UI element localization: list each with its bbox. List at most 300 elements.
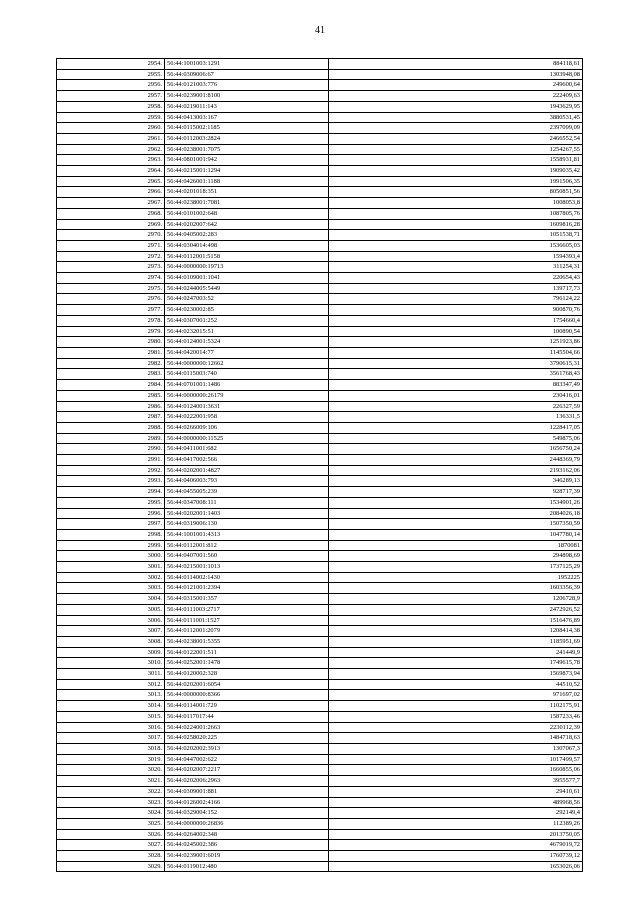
table-row — [57, 315, 583, 326]
cadastral-number-cell: 56:44:0202006:2963 — [165, 776, 329, 787]
table-row — [57, 647, 583, 658]
table-row — [57, 305, 583, 316]
cadastral-number-cell: 56:44:0122001:511 — [165, 647, 329, 658]
cadastral-value-cell: 928717,39 — [329, 487, 583, 498]
table-row — [57, 679, 583, 690]
cadastral-value-cell: 1656750,24 — [329, 444, 583, 455]
table-row — [57, 497, 583, 508]
cadastral-number-cell: 56:44:0215001:1013 — [165, 562, 329, 573]
row-number-cell: 3004. — [57, 594, 165, 605]
cadastral-number-cell: 56:44:0417002:566 — [165, 455, 329, 466]
table-row — [57, 144, 583, 155]
row-number-cell: 2975. — [57, 283, 165, 294]
row-number-cell: 3010. — [57, 658, 165, 669]
row-number-cell: 2995. — [57, 497, 165, 508]
cadastral-value-cell: 3880531,45 — [329, 112, 583, 123]
row-number-cell: 3012. — [57, 679, 165, 690]
table-row — [57, 540, 583, 551]
table-row — [57, 615, 583, 626]
cadastral-number-cell: 56:44:0420014:77 — [165, 347, 329, 358]
cadastral-value-cell: 241449,9 — [329, 647, 583, 658]
cadastral-value-cell: 292149,4 — [329, 808, 583, 819]
cadastral-value-cell: 112389,26 — [329, 818, 583, 829]
cadastral-value-cell: 100890,54 — [329, 326, 583, 337]
cadastral-value-cell: 1102175,91 — [329, 701, 583, 712]
row-number-cell: 2985. — [57, 390, 165, 401]
table-row — [57, 690, 583, 701]
table-row — [57, 722, 583, 733]
cadastral-value-cell: 1991506,35 — [329, 176, 583, 187]
row-number-cell: 3018. — [57, 744, 165, 755]
row-number-cell: 3008. — [57, 636, 165, 647]
cadastral-number-cell: 56:44:0202002:3913 — [165, 744, 329, 755]
row-number-cell: 2958. — [57, 101, 165, 112]
cadastral-value-cell: 2448369,79 — [329, 455, 583, 466]
row-number-cell: 2956. — [57, 80, 165, 91]
table-row — [57, 754, 583, 765]
cadastral-number-cell: 56:44:0119012:480 — [165, 861, 329, 872]
table-row — [57, 594, 583, 605]
table-row — [57, 562, 583, 573]
table-row — [57, 422, 583, 433]
table-row — [57, 529, 583, 540]
cadastral-number-cell: 56:44:0126002:4166 — [165, 797, 329, 808]
table-row — [57, 166, 583, 177]
row-number-cell: 2980. — [57, 337, 165, 348]
cadastral-value-cell: 1737125,29 — [329, 562, 583, 573]
row-number-cell: 2987. — [57, 412, 165, 423]
cadastral-value-cell: 1516476,89 — [329, 615, 583, 626]
cadastral-number-cell: 56:44:1001003:1291 — [165, 59, 329, 70]
cadastral-value-cell: 2084026,18 — [329, 508, 583, 519]
cadastral-value-cell: 1760739,12 — [329, 851, 583, 862]
row-number-cell: 3022. — [57, 786, 165, 797]
table-row — [57, 444, 583, 455]
table-row — [57, 733, 583, 744]
table-row — [57, 776, 583, 787]
table-row — [57, 765, 583, 776]
cadastral-number-cell: 56:44:0000000:26836 — [165, 818, 329, 829]
cadastral-value-cell: 2193162,06 — [329, 465, 583, 476]
cadastral-value-cell: 294898,69 — [329, 551, 583, 562]
table-row — [57, 636, 583, 647]
table-row — [57, 112, 583, 123]
cadastral-value-cell: 29410,61 — [329, 786, 583, 797]
cadastral-number-cell: 56:44:0245002:386 — [165, 840, 329, 851]
row-number-cell: 2996. — [57, 508, 165, 519]
cadastral-value-cell: 1228417,05 — [329, 422, 583, 433]
row-number-cell: 2960. — [57, 123, 165, 134]
cadastral-value-cell: 222409,63 — [329, 91, 583, 102]
row-number-cell: 3009. — [57, 647, 165, 658]
row-number-cell: 2988. — [57, 422, 165, 433]
row-number-cell: 2998. — [57, 529, 165, 540]
row-number-cell: 3011. — [57, 669, 165, 680]
table-row — [57, 123, 583, 134]
row-number-cell: 3007. — [57, 626, 165, 637]
table-row — [57, 465, 583, 476]
cadastral-value-cell: 1609816,28 — [329, 219, 583, 230]
row-number-cell: 2963. — [57, 155, 165, 166]
table-row — [57, 240, 583, 251]
row-number-cell: 2964. — [57, 166, 165, 177]
row-number-cell: 2962. — [57, 144, 165, 155]
cadastral-value-cell: 1507350,59 — [329, 519, 583, 530]
row-number-cell: 2965. — [57, 176, 165, 187]
cadastral-value-cell: 1660855,06 — [329, 765, 583, 776]
cadastral-number-cell: 56:44:0115003:740 — [165, 369, 329, 380]
cadastral-value-cell: 2466552,54 — [329, 133, 583, 144]
cadastral-value-cell: 230416,01 — [329, 390, 583, 401]
cadastral-number-cell: 56:44:0112001:2079 — [165, 626, 329, 637]
row-number-cell: 2971. — [57, 240, 165, 251]
cadastral-number-cell: 56:44:0455005:239 — [165, 487, 329, 498]
cadastral-number-cell: 56:44:0319006:130 — [165, 519, 329, 530]
cadastral-number-cell: 56:44:0112003:2824 — [165, 133, 329, 144]
table-row — [57, 487, 583, 498]
row-number-cell: 3021. — [57, 776, 165, 787]
cadastral-value-cell: 1484718,63 — [329, 733, 583, 744]
table-row — [57, 219, 583, 230]
table-row — [57, 294, 583, 305]
cadastral-value-cell: 1603356,39 — [329, 583, 583, 594]
cadastral-number-cell: 56:44:0202001:4827 — [165, 465, 329, 476]
cadastral-number-cell: 56:44:0121001:2394 — [165, 583, 329, 594]
table-row — [57, 337, 583, 348]
table-row — [57, 711, 583, 722]
cadastral-value-cell: 1754660,4 — [329, 315, 583, 326]
cadastral-number-cell: 56:44:0117017:44 — [165, 711, 329, 722]
cadastral-value-cell: 883347,49 — [329, 380, 583, 391]
cadastral-value-cell: 796124,22 — [329, 294, 583, 305]
cadastral-number-cell: 56:44:0411001:682 — [165, 444, 329, 455]
cadastral-number-cell: 56:44:0801001:942 — [165, 155, 329, 166]
cadastral-value-cell: 489968,56 — [329, 797, 583, 808]
row-number-cell: 2959. — [57, 112, 165, 123]
row-number-cell: 3025. — [57, 818, 165, 829]
table-row — [57, 401, 583, 412]
table-row — [57, 262, 583, 273]
table-row — [57, 59, 583, 70]
table-row — [57, 604, 583, 615]
cadastral-number-cell: 56:44:0121003:776 — [165, 80, 329, 91]
cadastral-value-cell: 226327,59 — [329, 401, 583, 412]
row-number-cell: 2994. — [57, 487, 165, 498]
table-row — [57, 369, 583, 380]
cadastral-value-cell: 2230112,39 — [329, 722, 583, 733]
cadastral-value-cell: 220654,43 — [329, 273, 583, 284]
row-number-cell: 2991. — [57, 455, 165, 466]
cadastral-value-cell: 1943629,95 — [329, 101, 583, 112]
page-number: 41 — [315, 25, 325, 36]
cadastral-value-cell: 1952225 — [329, 572, 583, 583]
table-row — [57, 818, 583, 829]
cadastral-number-cell: 56:44:0258020:225 — [165, 733, 329, 744]
table-row — [57, 273, 583, 284]
row-number-cell: 3016. — [57, 722, 165, 733]
cadastral-number-cell: 56:44:0202007:2217 — [165, 765, 329, 776]
cadastral-number-cell: 56:44:0114001:729 — [165, 701, 329, 712]
cadastral-number-cell: 56:44:0124001:5324 — [165, 337, 329, 348]
table-row — [57, 187, 583, 198]
cadastral-value-cell: 1017499,57 — [329, 754, 583, 765]
cadastral-value-cell: 4679019,72 — [329, 840, 583, 851]
row-number-cell: 2986. — [57, 401, 165, 412]
table-row — [57, 669, 583, 680]
cadastral-value-cell: 1008053,8 — [329, 198, 583, 209]
cadastral-value-cell: 971697,02 — [329, 690, 583, 701]
cadastral-number-cell: 56:44:0219011:143 — [165, 101, 329, 112]
row-number-cell: 2982. — [57, 358, 165, 369]
row-number-cell: 3001. — [57, 562, 165, 573]
table-row — [57, 390, 583, 401]
cadastral-value-cell: 2397099,09 — [329, 123, 583, 134]
cadastral-number-cell: 56:44:0000000:11525 — [165, 433, 329, 444]
cadastral-number-cell: 56:44:0304014:498 — [165, 240, 329, 251]
table-row — [57, 658, 583, 669]
cadastral-number-cell: 56:44:0309001:881 — [165, 786, 329, 797]
row-number-cell: 2966. — [57, 187, 165, 198]
cadastral-number-cell: 56:44:0264002:348 — [165, 829, 329, 840]
cadastral-number-cell: 56:44:0101002:648 — [165, 208, 329, 219]
row-number-cell: 2999. — [57, 540, 165, 551]
cadastral-value-cell: 1254267,55 — [329, 144, 583, 155]
cadastral-value-cell: 884118,61 — [329, 59, 583, 70]
table-row — [57, 433, 583, 444]
row-number-cell: 3005. — [57, 604, 165, 615]
cadastral-value-cell: 136331,5 — [329, 412, 583, 423]
cadastral-number-cell: 56:44:0111001:1527 — [165, 615, 329, 626]
table-row — [57, 519, 583, 530]
cadastral-number-cell: 56:44:0115002:1185 — [165, 123, 329, 134]
cadastral-value-cell: 3790615,31 — [329, 358, 583, 369]
cadastral-number-cell: 56:44:0202007:642 — [165, 219, 329, 230]
row-number-cell: 3015. — [57, 711, 165, 722]
table-row — [57, 840, 583, 851]
cadastral-value-cell: 1145504,66 — [329, 347, 583, 358]
cadastral-value-cell: 1087805,76 — [329, 208, 583, 219]
table-row — [57, 69, 583, 80]
cadastral-number-cell: 56:44:0238001:5355 — [165, 636, 329, 647]
cadastral-number-cell: 56:44:0215001:1294 — [165, 166, 329, 177]
cadastral-number-cell: 56:44:0222001:958 — [165, 412, 329, 423]
table-row — [57, 91, 583, 102]
cadastral-value-cell: 1303948,08 — [329, 69, 583, 80]
cadastral-number-cell: 56:44:0238001:7081 — [165, 198, 329, 209]
row-number-cell: 3017. — [57, 733, 165, 744]
table-row — [57, 861, 583, 872]
cadastral-number-cell: 56:44:0000000:12662 — [165, 358, 329, 369]
cadastral-number-cell: 56:44:0309006:67 — [165, 69, 329, 80]
cadastral-number-cell: 56:44:0244005:5449 — [165, 283, 329, 294]
table-row — [57, 155, 583, 166]
row-number-cell: 2977. — [57, 305, 165, 316]
cadastral-value-cell: 311254,31 — [329, 262, 583, 273]
row-number-cell: 2973. — [57, 262, 165, 273]
table-row — [57, 851, 583, 862]
cadastral-number-cell: 56:44:0239001:6019 — [165, 851, 329, 862]
table-row — [57, 455, 583, 466]
cadastral-number-cell: 56:44:0247003:52 — [165, 294, 329, 305]
cadastral-value-cell: 549875,06 — [329, 433, 583, 444]
cadastral-number-cell: 56:44:0112001:812 — [165, 540, 329, 551]
row-number-cell: 2961. — [57, 133, 165, 144]
row-number-cell: 2993. — [57, 476, 165, 487]
table-row — [57, 251, 583, 262]
table-row — [57, 326, 583, 337]
table-row — [57, 176, 583, 187]
table-row — [57, 583, 583, 594]
table-row — [57, 829, 583, 840]
cadastral-value-cell: 346289,13 — [329, 476, 583, 487]
table-row — [57, 508, 583, 519]
cadastral-number-cell: 56:44:0224001:2663 — [165, 722, 329, 733]
table-row — [57, 208, 583, 219]
cadastral-value-cell: 1185951,69 — [329, 636, 583, 647]
cadastral-number-cell: 56:44:0252001:1478 — [165, 658, 329, 669]
row-number-cell: 2976. — [57, 294, 165, 305]
cadastral-number-cell: 56:44:0266009:106 — [165, 422, 329, 433]
cadastral-number-cell: 56:44:0232015:51 — [165, 326, 329, 337]
cadastral-value-table — [56, 58, 583, 872]
cadastral-number-cell: 56:44:0000000:19713 — [165, 262, 329, 273]
cadastral-value-cell: 1534901,26 — [329, 497, 583, 508]
table-row — [57, 412, 583, 423]
cadastral-number-cell: 56:44:0112001:5158 — [165, 251, 329, 262]
row-number-cell: 3027. — [57, 840, 165, 851]
row-number-cell: 2981. — [57, 347, 165, 358]
row-number-cell: 2978. — [57, 315, 165, 326]
table-row — [57, 101, 583, 112]
table-row — [57, 808, 583, 819]
row-number-cell: 3029. — [57, 861, 165, 872]
table-row — [57, 230, 583, 241]
cadastral-number-cell: 56:44:0239001:8100 — [165, 91, 329, 102]
cadastral-value-cell: 2013750,05 — [329, 829, 583, 840]
cadastral-number-cell: 56:44:0109001:1041 — [165, 273, 329, 284]
cadastral-number-cell: 56:44:0405002:283 — [165, 230, 329, 241]
row-number-cell: 2970. — [57, 230, 165, 241]
row-number-cell: 3013. — [57, 690, 165, 701]
table-row — [57, 476, 583, 487]
cadastral-value-cell: 1870081 — [329, 540, 583, 551]
cadastral-number-cell: 56:44:0202001:1403 — [165, 508, 329, 519]
table-row — [57, 358, 583, 369]
table-row — [57, 80, 583, 91]
table-row — [57, 572, 583, 583]
row-number-cell: 2954. — [57, 59, 165, 70]
cadastral-value-cell: 249600,64 — [329, 80, 583, 91]
cadastral-number-cell: 56:44:0238001:7075 — [165, 144, 329, 155]
cadastral-number-cell: 56:44:0201018:351 — [165, 187, 329, 198]
cadastral-value-cell: 139717,73 — [329, 283, 583, 294]
cadastral-number-cell: 56:44:0413003:167 — [165, 112, 329, 123]
cadastral-value-cell: 1594393,4 — [329, 251, 583, 262]
row-number-cell: 3026. — [57, 829, 165, 840]
row-number-cell: 3002. — [57, 572, 165, 583]
cadastral-number-cell: 56:44:0124001:3631 — [165, 401, 329, 412]
cadastral-number-cell: 56:44:0406003:793 — [165, 476, 329, 487]
cadastral-value-cell: 1569873,94 — [329, 669, 583, 680]
row-number-cell: 3020. — [57, 765, 165, 776]
row-number-cell: 2979. — [57, 326, 165, 337]
cadastral-value-cell: 900870,76 — [329, 305, 583, 316]
cadastral-value-cell: 1749615,78 — [329, 658, 583, 669]
cadastral-number-cell: 56:44:1001001:4313 — [165, 529, 329, 540]
cadastral-number-cell: 56:44:0701001:1486 — [165, 380, 329, 391]
cadastral-number-cell: 56:44:0202001:6054 — [165, 679, 329, 690]
row-number-cell: 3019. — [57, 754, 165, 765]
row-number-cell: 2983. — [57, 369, 165, 380]
row-number-cell: 2974. — [57, 273, 165, 284]
cadastral-value-cell: 1536605,03 — [329, 240, 583, 251]
row-number-cell: 3003. — [57, 583, 165, 594]
row-number-cell: 3014. — [57, 701, 165, 712]
row-number-cell: 2990. — [57, 444, 165, 455]
cadastral-value-cell: 3561768,43 — [329, 369, 583, 380]
row-number-cell: 3024. — [57, 808, 165, 819]
cadastral-value-cell: 1051538,71 — [329, 230, 583, 241]
cadastral-value-cell: 1206728,9 — [329, 594, 583, 605]
row-number-cell: 3006. — [57, 615, 165, 626]
cadastral-value-cell: 3955577,7 — [329, 776, 583, 787]
cadastral-number-cell: 56:44:0111003:2717 — [165, 604, 329, 615]
cadastral-value-cell: 2472926,52 — [329, 604, 583, 615]
cadastral-number-cell: 56:44:0120002:328 — [165, 669, 329, 680]
row-number-cell: 2967. — [57, 198, 165, 209]
cadastral-number-cell: 56:44:0426001:1188 — [165, 176, 329, 187]
cadastral-value-cell: 1047780,14 — [329, 529, 583, 540]
table-row — [57, 133, 583, 144]
row-number-cell: 2989. — [57, 433, 165, 444]
cadastral-number-cell: 56:44:0447002:622 — [165, 754, 329, 765]
cadastral-number-cell: 56:44:0114002:1430 — [165, 572, 329, 583]
table-row — [57, 744, 583, 755]
row-number-cell: 2984. — [57, 380, 165, 391]
row-number-cell: 3000. — [57, 551, 165, 562]
cadastral-number-cell: 56:44:0407001:560 — [165, 551, 329, 562]
cadastral-value-cell: 44510,52 — [329, 679, 583, 690]
cadastral-value-cell: 1307067,3 — [329, 744, 583, 755]
row-number-cell: 2955. — [57, 69, 165, 80]
row-number-cell: 2972. — [57, 251, 165, 262]
row-number-cell: 2997. — [57, 519, 165, 530]
table-body — [57, 59, 583, 872]
cadastral-number-cell: 56:44:0000000:8366 — [165, 690, 329, 701]
table-row — [57, 551, 583, 562]
cadastral-number-cell: 56:44:0347008:111 — [165, 497, 329, 508]
table-row — [57, 701, 583, 712]
table-row — [57, 380, 583, 391]
cadastral-value-cell: 1909035,42 — [329, 166, 583, 177]
cadastral-value-cell: 1251923,86 — [329, 337, 583, 348]
table-row — [57, 626, 583, 637]
cadastral-value-cell: 1587233,46 — [329, 711, 583, 722]
cadastral-number-cell: 56:44:0000000:26179 — [165, 390, 329, 401]
cadastral-number-cell: 56:44:0230002:85 — [165, 305, 329, 316]
cadastral-value-cell: 8050851,56 — [329, 187, 583, 198]
table-row — [57, 198, 583, 209]
row-number-cell: 3028. — [57, 851, 165, 862]
cadastral-value-cell: 1653026,06 — [329, 861, 583, 872]
cadastral-number-cell: 56:44:0307001:252 — [165, 315, 329, 326]
table-row — [57, 283, 583, 294]
row-number-cell: 3023. — [57, 797, 165, 808]
row-number-cell: 2968. — [57, 208, 165, 219]
table-row — [57, 347, 583, 358]
cadastral-number-cell: 56:44:0329004:152 — [165, 808, 329, 819]
row-number-cell: 2969. — [57, 219, 165, 230]
